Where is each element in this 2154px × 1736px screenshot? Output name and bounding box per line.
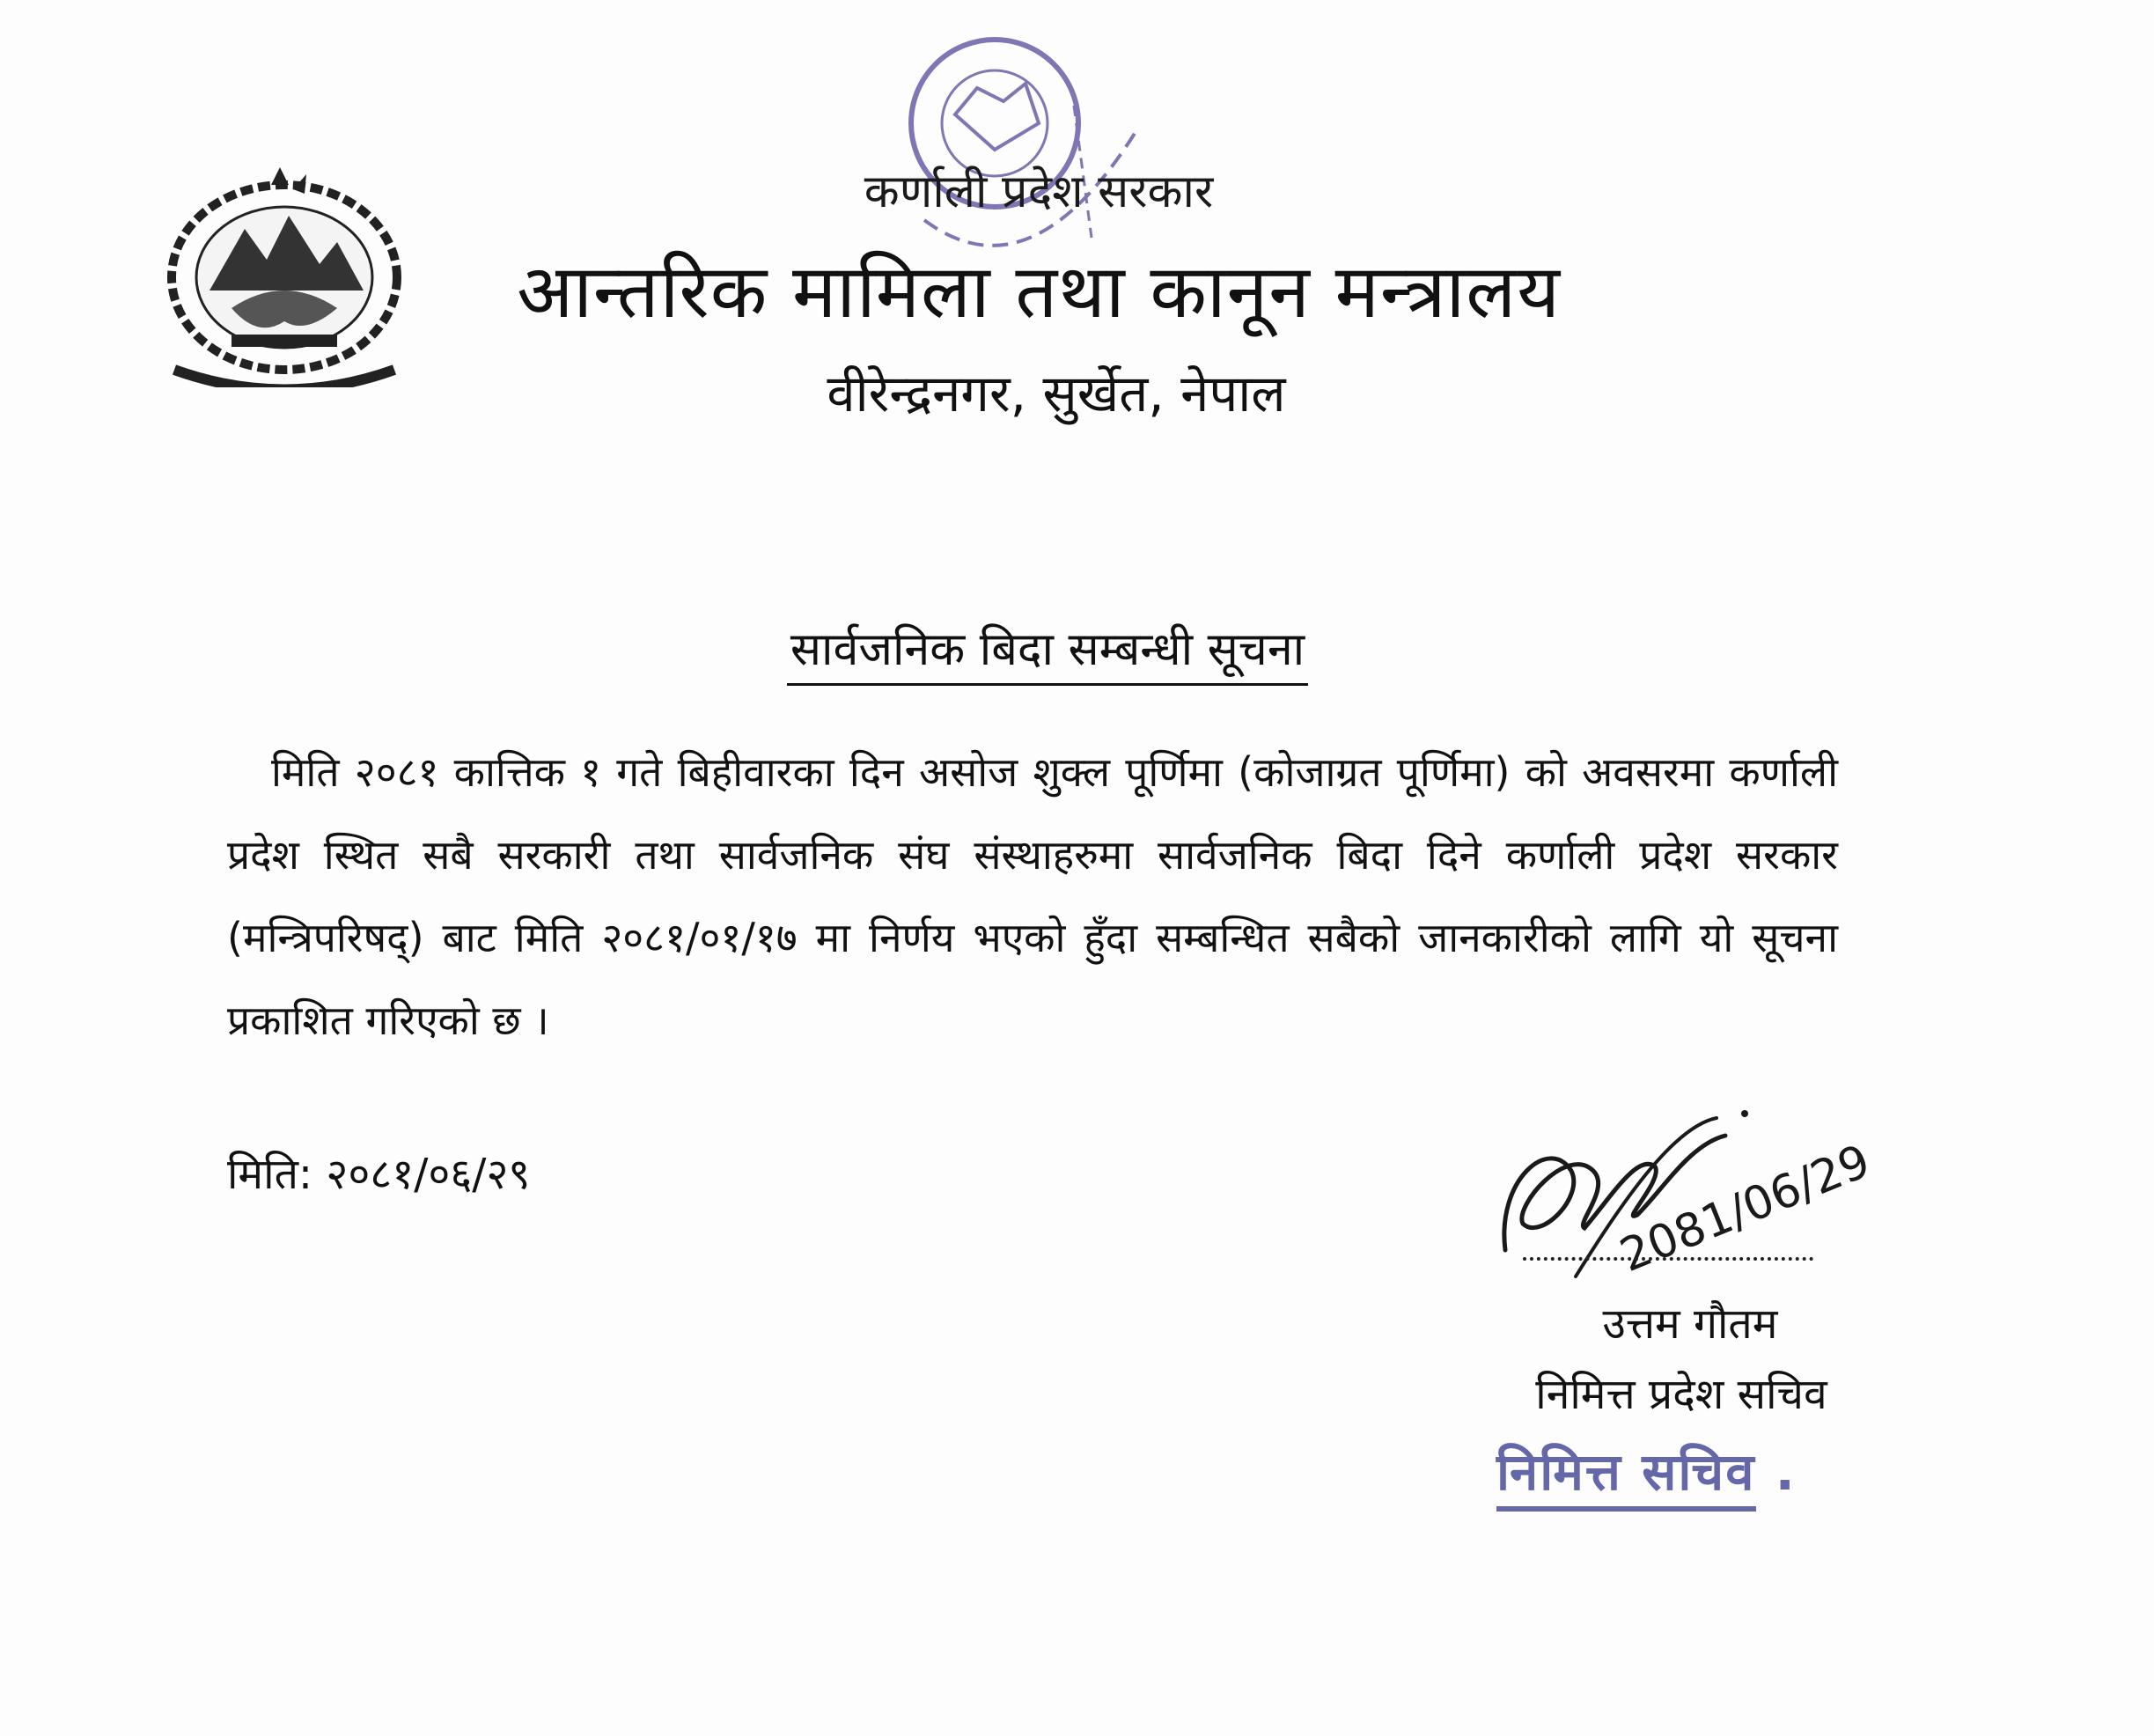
notice-date: मिति: २०८१/०६/२९ — [227, 1150, 531, 1199]
signer-title: निमित्त प्रदेश सचिव — [1535, 1370, 1827, 1419]
nepal-government-emblem-icon — [148, 167, 421, 387]
office-address: वीरेन्द्रनगर, सुर्खेत, नेपाल — [827, 364, 1286, 423]
notice-body: मिति २०८१ कात्तिक १ गते बिहीवारका दिन असोज शुक्ल पूर्णिमा (कोजाग्रत पूर्णिमा) को अवसरमा कर्णाली प्रदेश स्थित सबै सरकारी तथा सार्वजनिक संघ संस्थाहरुमा सार्वजनिक बिदा दिने कर्णाली प्रदेश सरकार (मन्त्रिपरिषद्) बाट मिति २०८१/०१/१७ मा निर्णय भएको हुँदा सम्बन्धित सबैको जानकारीको लागि यो सूचना प्रकाशित गरिएको छ । — [227, 748, 1838, 1044]
handwritten-date: 2081/06/29 — [1613, 1135, 1878, 1284]
signature-line — [1523, 1257, 1813, 1261]
notice-title — [739, 616, 1356, 679]
ministry-name: आन्तरिक मामिला तथा कानून मन्त्रालय — [517, 248, 1561, 335]
signer-name: उत्तम गौतम — [1602, 1299, 1778, 1349]
handwritten-signature — [1488, 1074, 1963, 1303]
government-name: कर्णाली प्रदेश सरकार — [864, 166, 1214, 218]
designation-stamp: निमित्त सचिव . — [1496, 1435, 1893, 1512]
designation-stamp-text: निमित्त सचिव — [1496, 1435, 1756, 1512]
notice-title-text: सार्वजनिक बिदा सम्बन्धी सूचना — [787, 623, 1308, 686]
